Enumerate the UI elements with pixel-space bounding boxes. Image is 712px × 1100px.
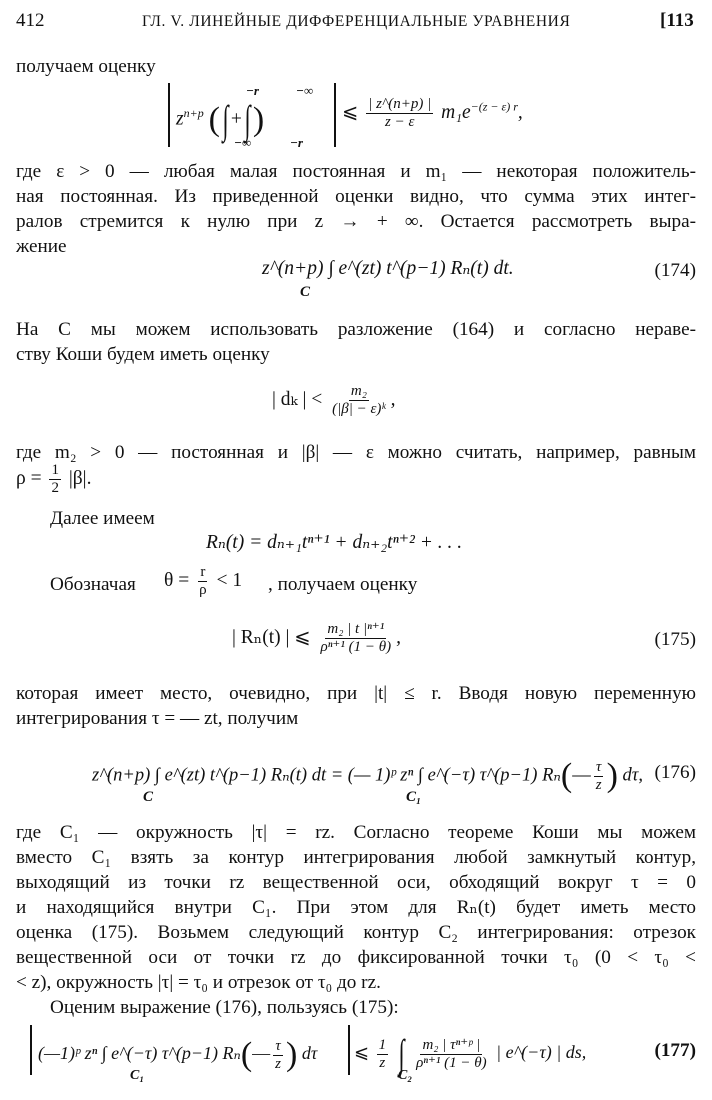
formula-1-right: ⩽ $\frac{| z\^{}(n+p) |}{z - \varepsilon}$ $m_1e^{-(z - \varepsilon) r}$, [342, 96, 523, 130]
contour-label: C [300, 284, 311, 300]
abs-bar-left [30, 1025, 32, 1075]
text-line: которая имеет место, очевидно, при |t| ≤ r. Вводя новую переменную [16, 683, 696, 704]
equation-number: (176) [654, 762, 696, 783]
text-line: оценка (175). Возьмем следующий контур C₂ интегрирования: отрезок [16, 922, 696, 943]
text-line: < z), окружность |τ| = τ₀ и отрезок от τ₀ до rz. [16, 972, 381, 993]
section-number: [113 [660, 10, 694, 31]
contour-label: C [143, 789, 154, 805]
integral-sign: ∫ [244, 97, 251, 142]
text-line: ству Коши будем иметь оценку [16, 344, 270, 365]
contour-label: C₁ [130, 1068, 145, 1083]
integral-sign: ∫ [398, 1031, 405, 1076]
text-line: жение [16, 236, 67, 257]
equation-number: (175) [654, 629, 696, 650]
text-line: На C мы можем использовать разложение (164) и согласно нераве- [16, 319, 696, 340]
text-line: где ε > 0 — любая малая постоянная и m₁ — некоторая положитель- [16, 161, 696, 182]
text-line: Далее имеем [50, 508, 155, 529]
equation-number: (174) [654, 260, 696, 281]
text-line: ралов стремится к нулю при z → + ∞. Остается рассмотреть выра- [16, 211, 696, 232]
text-line: интегрирования τ = — zt, получим [16, 708, 299, 729]
integral-limit: −∞ [234, 135, 252, 150]
running-title: ГЛ. V. ЛИНЕЙНЫЕ ДИФФЕРЕНЦИАЛЬНЫЕ УРАВНЕНИЯ [142, 13, 571, 30]
text-line: , получаем оценку [268, 574, 418, 595]
contour-label: C₁ [406, 789, 422, 805]
integral-limit: −∞ [296, 83, 314, 98]
formula-175: | Rₙ(t) | ⩽ $\frac{\text{m₂ | t |ⁿ⁺¹}}{\text{ρⁿ⁺¹ (1 − θ)}}$ , [232, 621, 401, 655]
formula-1-left: $z^{n+p}$ (∫ +∫) [176, 97, 265, 142]
integral-limit: −r [246, 83, 259, 98]
formula-rho: ρ = $\frac{1}{2}$ |β|. [16, 462, 92, 496]
text-line: где m₂ > 0 — постоянная и |β| — ε можно считать, например, равным [16, 442, 696, 463]
integral-limit: −r [290, 135, 303, 150]
equation-number: (177) [654, 1040, 696, 1061]
formula-177-left: (—1)ᵖ zⁿ ∫ e^(−τ) τ^(p−1) Rₙ(— $\frac{\tau}{z}$ ) dτ [38, 1036, 318, 1073]
paren-open: ( [208, 101, 220, 138]
abs-bar-right [334, 83, 336, 147]
formula-177-right: ⩽ $\frac{1}{z}$ ∫ $\frac{\text{m₂ | τⁿ⁺ᵖ |}}{\text{ρⁿ⁺¹ (1 − θ)}}$ | e^(−τ) | ds, [354, 1031, 587, 1076]
text-line: ная постоянная. Из приведенной оценки видно, что сумма этих интег- [16, 186, 696, 207]
text-line: и находящийся внутри C₁. При этом для Rₙ(t) будет иметь место [16, 897, 696, 918]
text-line: Обозначая [50, 574, 136, 595]
formula-176: z^(n+p) ∫ e^(zt) t^(p−1) Rₙ(t) dt = (— 1)ᵖ zⁿ ∫ e^(−τ) τ^(p−1) Rₙ(— $\frac{\tau}{z}$ ) dτ, [92, 757, 644, 794]
abs-bar-left [168, 83, 170, 147]
formula-174: z^(n+p) ∫ e^(zt) t^(p−1) Rₙ(t) dt. [262, 258, 514, 279]
paren-close: ) [252, 101, 265, 138]
formula-theta: θ = $\frac{r}{\rho}$ < 1 [164, 564, 243, 598]
text-line: Оценим выражение (176), пользуясь (175): [50, 997, 399, 1018]
text-line: вместо C₁ взять за контур интегрирования любой замкнутый контур, [16, 847, 696, 868]
text-line: где C₁ — окружность |τ| = rz. Согласно теореме Коши мы можем [16, 822, 696, 843]
formula-rn-series: Rₙ(t) = dₙ₊₁tⁿ⁺¹ + dₙ₊₂tⁿ⁺² + . . . [206, 532, 463, 553]
formula-dk-estimate: | dₖ | < $\frac{\text{m₂}}{\text{(|β| − ε)ᵏ}}$ , [272, 383, 396, 417]
contour-label: C₂ [398, 1068, 413, 1083]
text-line: выходящий из точки rz вещественной оси, обходящий вокруг τ = 0 [16, 872, 696, 893]
text-line: вещественной оси от точки rz до фиксированной точки τ₀ (0 < τ₀ < [16, 947, 696, 968]
text-line: получаем оценку [16, 56, 156, 77]
page-number: 412 [16, 10, 45, 31]
integral-sign: ∫ [222, 97, 229, 142]
abs-bar-right [348, 1025, 350, 1075]
